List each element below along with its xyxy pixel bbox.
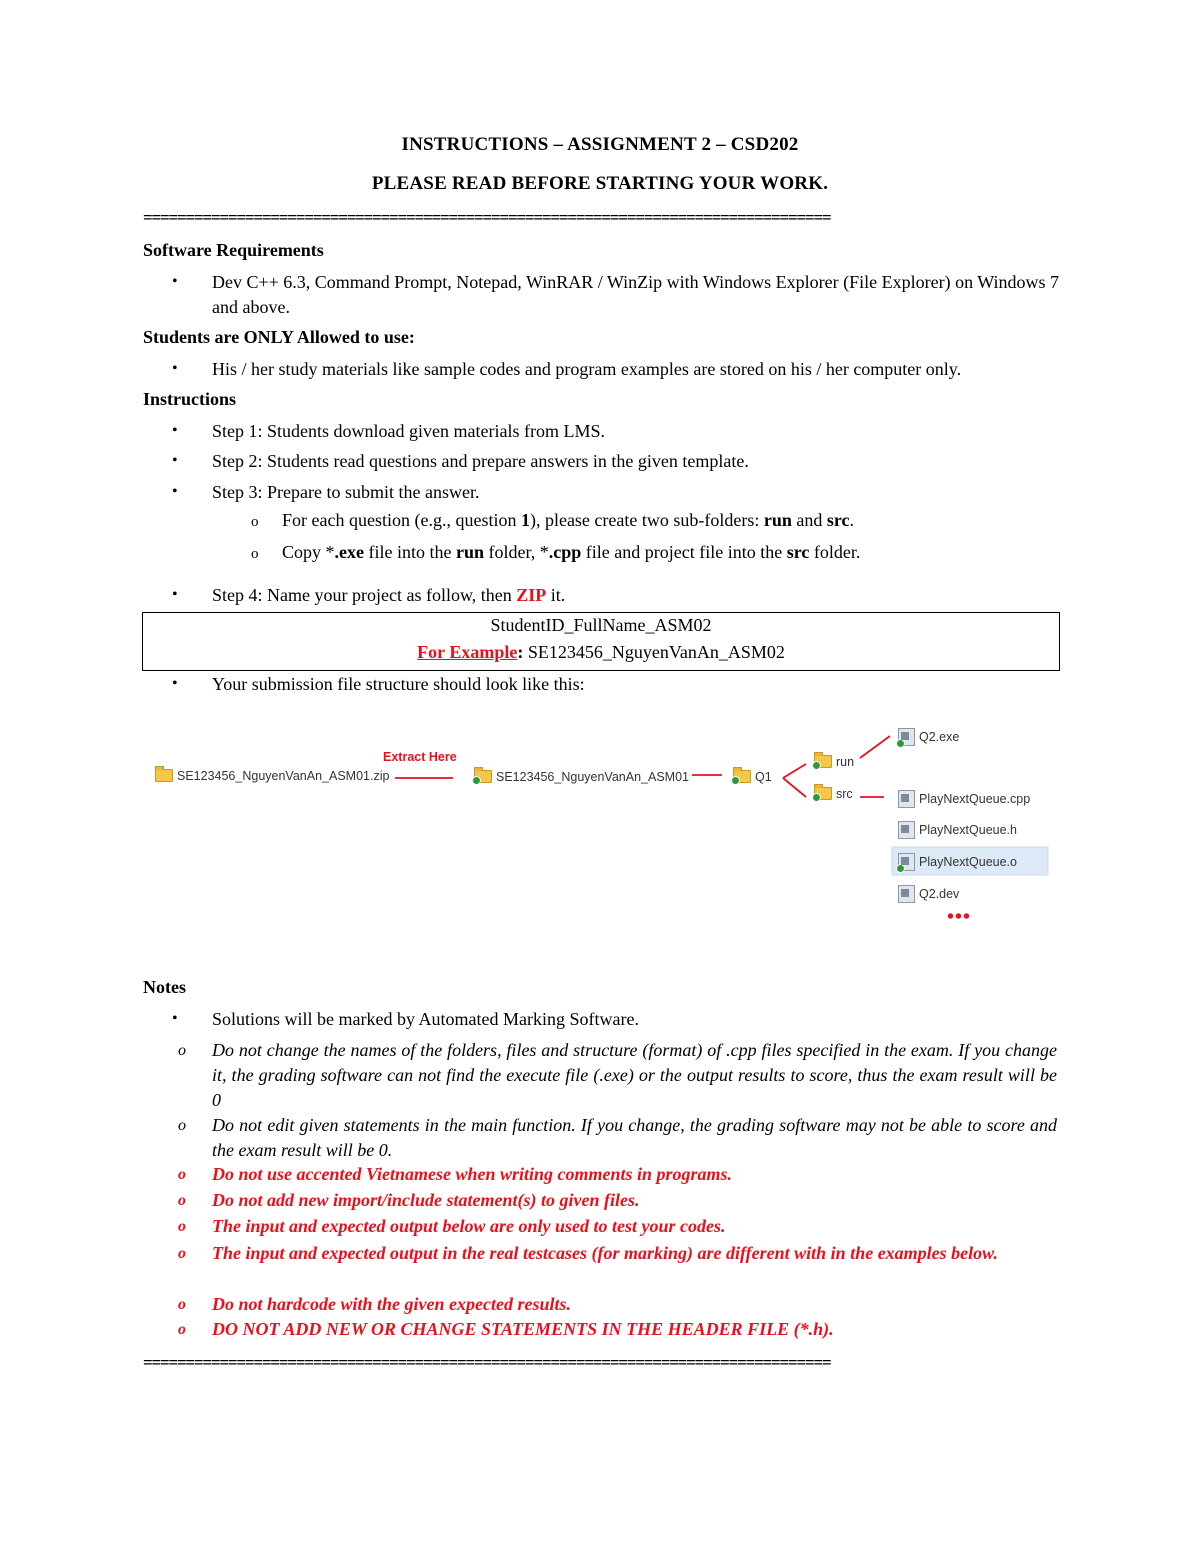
note-1: Do not change the names of the folders, files and structure (format) of .cpp files specified in the exam. If you change it, the grading software can not find the execute file (.exe) or the output results to score, thus the exam result will be 0	[212, 1040, 1057, 1110]
bullet-glyph: •	[172, 273, 178, 290]
sub-bullet-glyph: o	[251, 546, 259, 562]
cpp-file-icon	[898, 790, 915, 808]
separator-top: =================================================================================	[143, 211, 831, 225]
bullet-glyph: •	[172, 452, 178, 469]
bullet-glyph: •	[172, 675, 178, 692]
note-red-1: Do not use accented Vietnamese when writing comments in programs.	[212, 1164, 733, 1184]
object-file-icon	[898, 853, 915, 871]
bullet-glyph: •	[172, 483, 178, 500]
note-2: Do not edit given statements in the main function. If you change, the grading software may not be able to score and the exam result will be 0.	[212, 1115, 1057, 1160]
step-4: Step 4: Name your project as follow, then ZIP it.	[212, 585, 566, 605]
src-folder[interactable]: src	[814, 786, 853, 801]
extract-here-label: Extract Here	[383, 750, 457, 764]
note-glyph: o	[178, 1296, 186, 1313]
folder-icon	[474, 770, 492, 783]
bullet-glyph: •	[172, 360, 178, 377]
note-glyph: o	[178, 1321, 186, 1338]
zip-folder-icon	[155, 769, 173, 782]
naming-example: For Example: SE123456_NguyenVanAn_ASM02	[417, 642, 785, 662]
allowed-heading: Students are ONLY Allowed to use:	[143, 327, 415, 347]
software-heading: Software Requirements	[143, 240, 324, 260]
note-glyph: o	[178, 1192, 186, 1209]
extracted-folder[interactable]: SE123456_NguyenVanAn_ASM01	[474, 769, 689, 784]
src-file[interactable]: PlayNextQueue.o	[898, 853, 1017, 871]
step-3-sub-2: Copy *.exe file into the run folder, *.cpp file and project file into the src folder.	[282, 542, 861, 562]
page-title: INSTRUCTIONS – ASSIGNMENT 2 – CSD202	[401, 134, 799, 155]
separator-bottom: =================================================================================	[143, 1356, 831, 1370]
src-file[interactable]: Q2.dev	[898, 885, 959, 903]
exe-file[interactable]: Q2.exe	[898, 728, 959, 746]
step-1: Step 1: Students download given materials from LMS.	[212, 421, 605, 441]
exe-icon	[898, 728, 915, 746]
note-red-6: DO NOT ADD NEW OR CHANGE STATEMENTS IN THE HEADER FILE (*.h).	[212, 1319, 834, 1339]
project-file-icon	[898, 885, 915, 903]
software-bullet: Dev C++ 6.3, Command Prompt, Notepad, WinRAR / WinZip with Windows Explorer (File Explorer) on Windows 7 and above.	[212, 272, 1060, 317]
src-file[interactable]: PlayNextQueue.h	[898, 821, 1017, 839]
note-glyph: o	[178, 1042, 186, 1059]
step-3: Step 3: Prepare to submit the answer.	[212, 482, 480, 502]
note-red-4: The input and expected output in the real testcases (for marking) are different with in the examples below.	[212, 1243, 999, 1263]
folder-icon	[733, 770, 751, 783]
notes-bullet: Solutions will be marked by Automated Marking Software.	[212, 1009, 639, 1029]
structure-bullet: Your submission file structure should look like this:	[212, 674, 585, 694]
note-red-5: Do not hardcode with the given expected results.	[212, 1294, 571, 1314]
bullet-glyph: •	[172, 422, 178, 439]
instructions-heading: Instructions	[143, 389, 237, 409]
step-3-sub-1: For each question (e.g., question 1), please create two sub-folders: run and src.	[282, 510, 855, 530]
zip-file[interactable]: SE123456_NguyenVanAn_ASM01.zip	[155, 768, 389, 783]
note-glyph: o	[178, 1166, 186, 1183]
note-red-3: The input and expected output below are only used to test your codes.	[212, 1216, 726, 1236]
src-file[interactable]: PlayNextQueue.cpp	[898, 790, 1030, 808]
note-red-2: Do not add new import/include statement(s) to given files.	[212, 1190, 640, 1210]
folder-icon	[814, 787, 832, 800]
more-files-ellipsis: •••	[947, 906, 972, 928]
note-glyph: o	[178, 1218, 186, 1235]
run-folder[interactable]: run	[814, 754, 854, 769]
bullet-glyph: •	[172, 1010, 178, 1027]
notes-heading: Notes	[143, 977, 186, 997]
allowed-bullet: His / her study materials like sample codes and program examples are stored on his / her computer only.	[212, 359, 962, 379]
q1-folder[interactable]: Q1	[733, 769, 772, 784]
header-file-icon	[898, 821, 915, 839]
page-subtitle: PLEASE READ BEFORE STARTING YOUR WORK.	[371, 173, 829, 194]
naming-format: StudentID_FullName_ASM02	[490, 615, 712, 635]
sub-bullet-glyph: o	[251, 514, 259, 530]
step-2: Step 2: Students read questions and prepare answers in the given template.	[212, 451, 749, 471]
note-glyph: o	[178, 1245, 186, 1262]
bullet-glyph: •	[172, 586, 178, 603]
folder-icon	[814, 755, 832, 768]
note-glyph: o	[178, 1117, 186, 1134]
